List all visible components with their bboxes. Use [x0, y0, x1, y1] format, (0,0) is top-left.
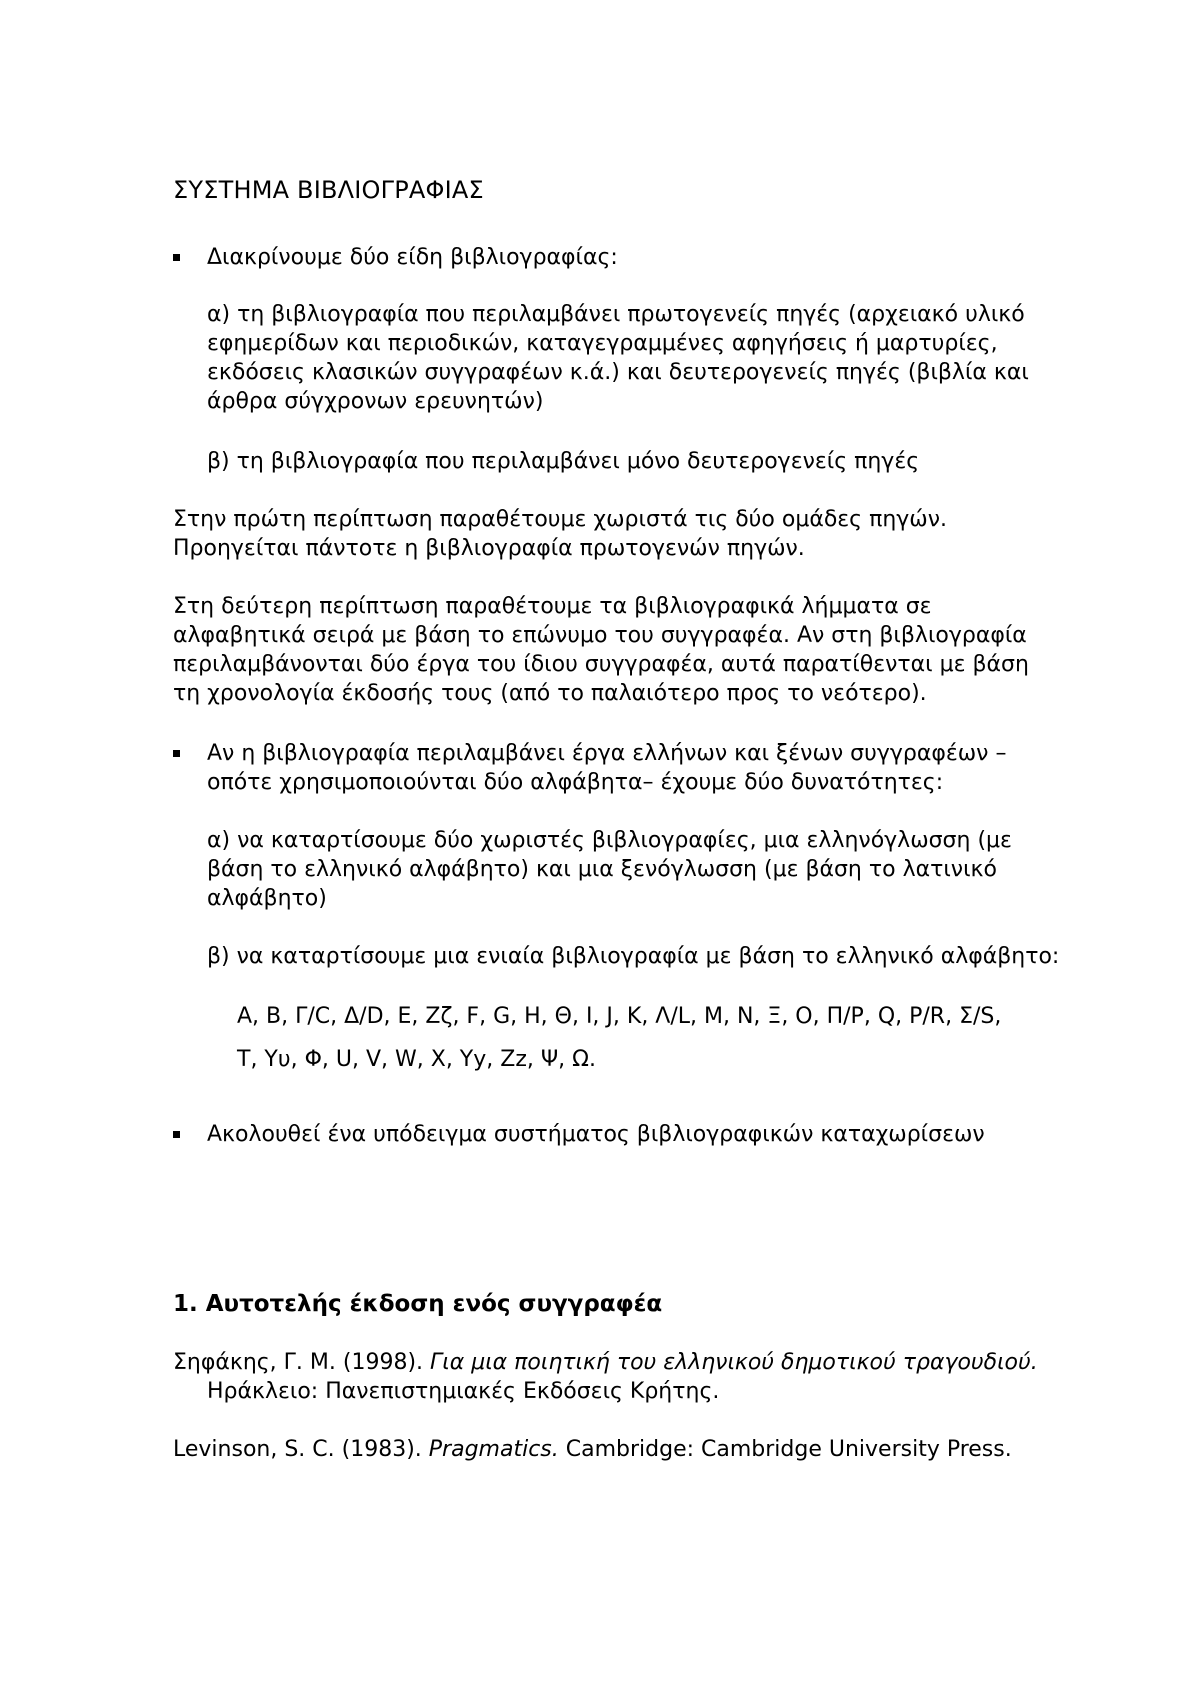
- alphabet-list: [237, 995, 1060, 1081]
- bullet-text: Αν η βιβλιογραφία περιλαμβάνει έργα ελλήνων και ξένων συγγραφέων – οπότε χρησιμοποιούνται δύο αλφάβητα– έχουμε δύο δυνατότητες:: [207, 741, 1007, 795]
- bullet-text: Διακρίνουμε δύο είδη βιβλιογραφίας:: [207, 245, 618, 270]
- bullet-item: [173, 1120, 1060, 1149]
- reference-title: Pragmatics.: [428, 1437, 559, 1462]
- reference-publisher: Ηράκλειο: Πανεπιστημιακές Εκδόσεις Κρήτης.: [207, 1379, 720, 1404]
- option-a-text: α) τη βιβλιογραφία που περιλαμβάνει πρωτογενείς πηγές (αρχειακό υλικό εφημερίδων και περιοδικών, καταγεγραμμένες αφηγήσεις ή μαρτυρίες, εκδόσεις κλασικών συγγραφέων κ.ά.) και δευτερογενείς πηγές (βιβλία και άρθρα σύγχρονων ερευνητών): [207, 302, 1029, 414]
- paragraph: Στην πρώτη περίπτωση παραθέτουμε χωριστά τις δύο ομάδες πηγών. Προηγείται πάντοτε η βιβλιογραφία πρωτογενών πηγών.: [173, 507, 947, 561]
- reference-entry: [173, 1348, 1060, 1406]
- reference-author: Levinson, S. C. (1983).: [173, 1437, 429, 1462]
- option-b-text: β) να καταρτίσουμε μια ενιαία βιβλιογραφία με βάση το ελληνικό αλφάβητο:: [207, 944, 1060, 969]
- document-title: ΣΥΣΤΗΜΑ ΒΙΒΛΙΟΓΡΑΦΙΑΣ: [173, 176, 484, 204]
- reference-author: Σηφάκης, Γ. Μ. (1998).: [173, 1350, 431, 1375]
- bullet-icon: [173, 254, 180, 261]
- reference-publisher: Cambridge: Cambridge University Press.: [558, 1437, 1012, 1462]
- bullet-icon: [173, 1131, 180, 1138]
- alphabet-line: Τ, Yυ, Φ, U, V, W, X, Yy, Zz, Ψ, Ω.: [237, 1047, 596, 1072]
- bullet-item: [173, 243, 1060, 272]
- reference-entry: [173, 1435, 1060, 1464]
- bullet-text: Ακολουθεί ένα υπόδειγμα συστήματος βιβλιογραφικών καταχωρίσεων: [207, 1122, 985, 1147]
- reference-title: Για μια ποιητική του ελληνικού δημοτικού τραγουδιού.: [430, 1350, 1038, 1375]
- alphabet-line: Α, Β, Γ/C, Δ/D, Ε, Ζζ, F, G, H, Θ, Ι, J, K, Λ/L, M, N, Ξ, Ο, Π/P, Q, P/R, Σ/S,: [237, 1004, 1002, 1029]
- bullet-item: [173, 739, 1060, 797]
- paragraph: Στη δεύτερη περίπτωση παραθέτουμε τα βιβλιογραφικά λήμματα σε αλφαβητικά σειρά με βάση το επώνυμο του συγγραφέα. Αν στη βιβλιογραφία περιλαμβάνονται δύο έργα του ίδιου συγγραφέα, αυτά παρατίθενται με βάση τη χρονολογία έκδοσής τους (από το παλαιότερο προς το νεότερο).: [173, 594, 1029, 706]
- option-a-text: α) να καταρτίσουμε δύο χωριστές βιβλιογραφίες, μια ελληνόγλωσση (με βάση το ελληνικό αλφάβητο) και μια ξενόγλωσση (με βάση το λατινικό αλφάβητο): [207, 828, 1012, 911]
- bullet-icon: [173, 750, 180, 757]
- section-heading: 1. Αυτοτελής έκδοση ενός συγγραφέα: [173, 1291, 663, 1317]
- option-b-text: β) τη βιβλιογραφία που περιλαμβάνει μόνο δευτερογενείς πηγές: [207, 449, 920, 474]
